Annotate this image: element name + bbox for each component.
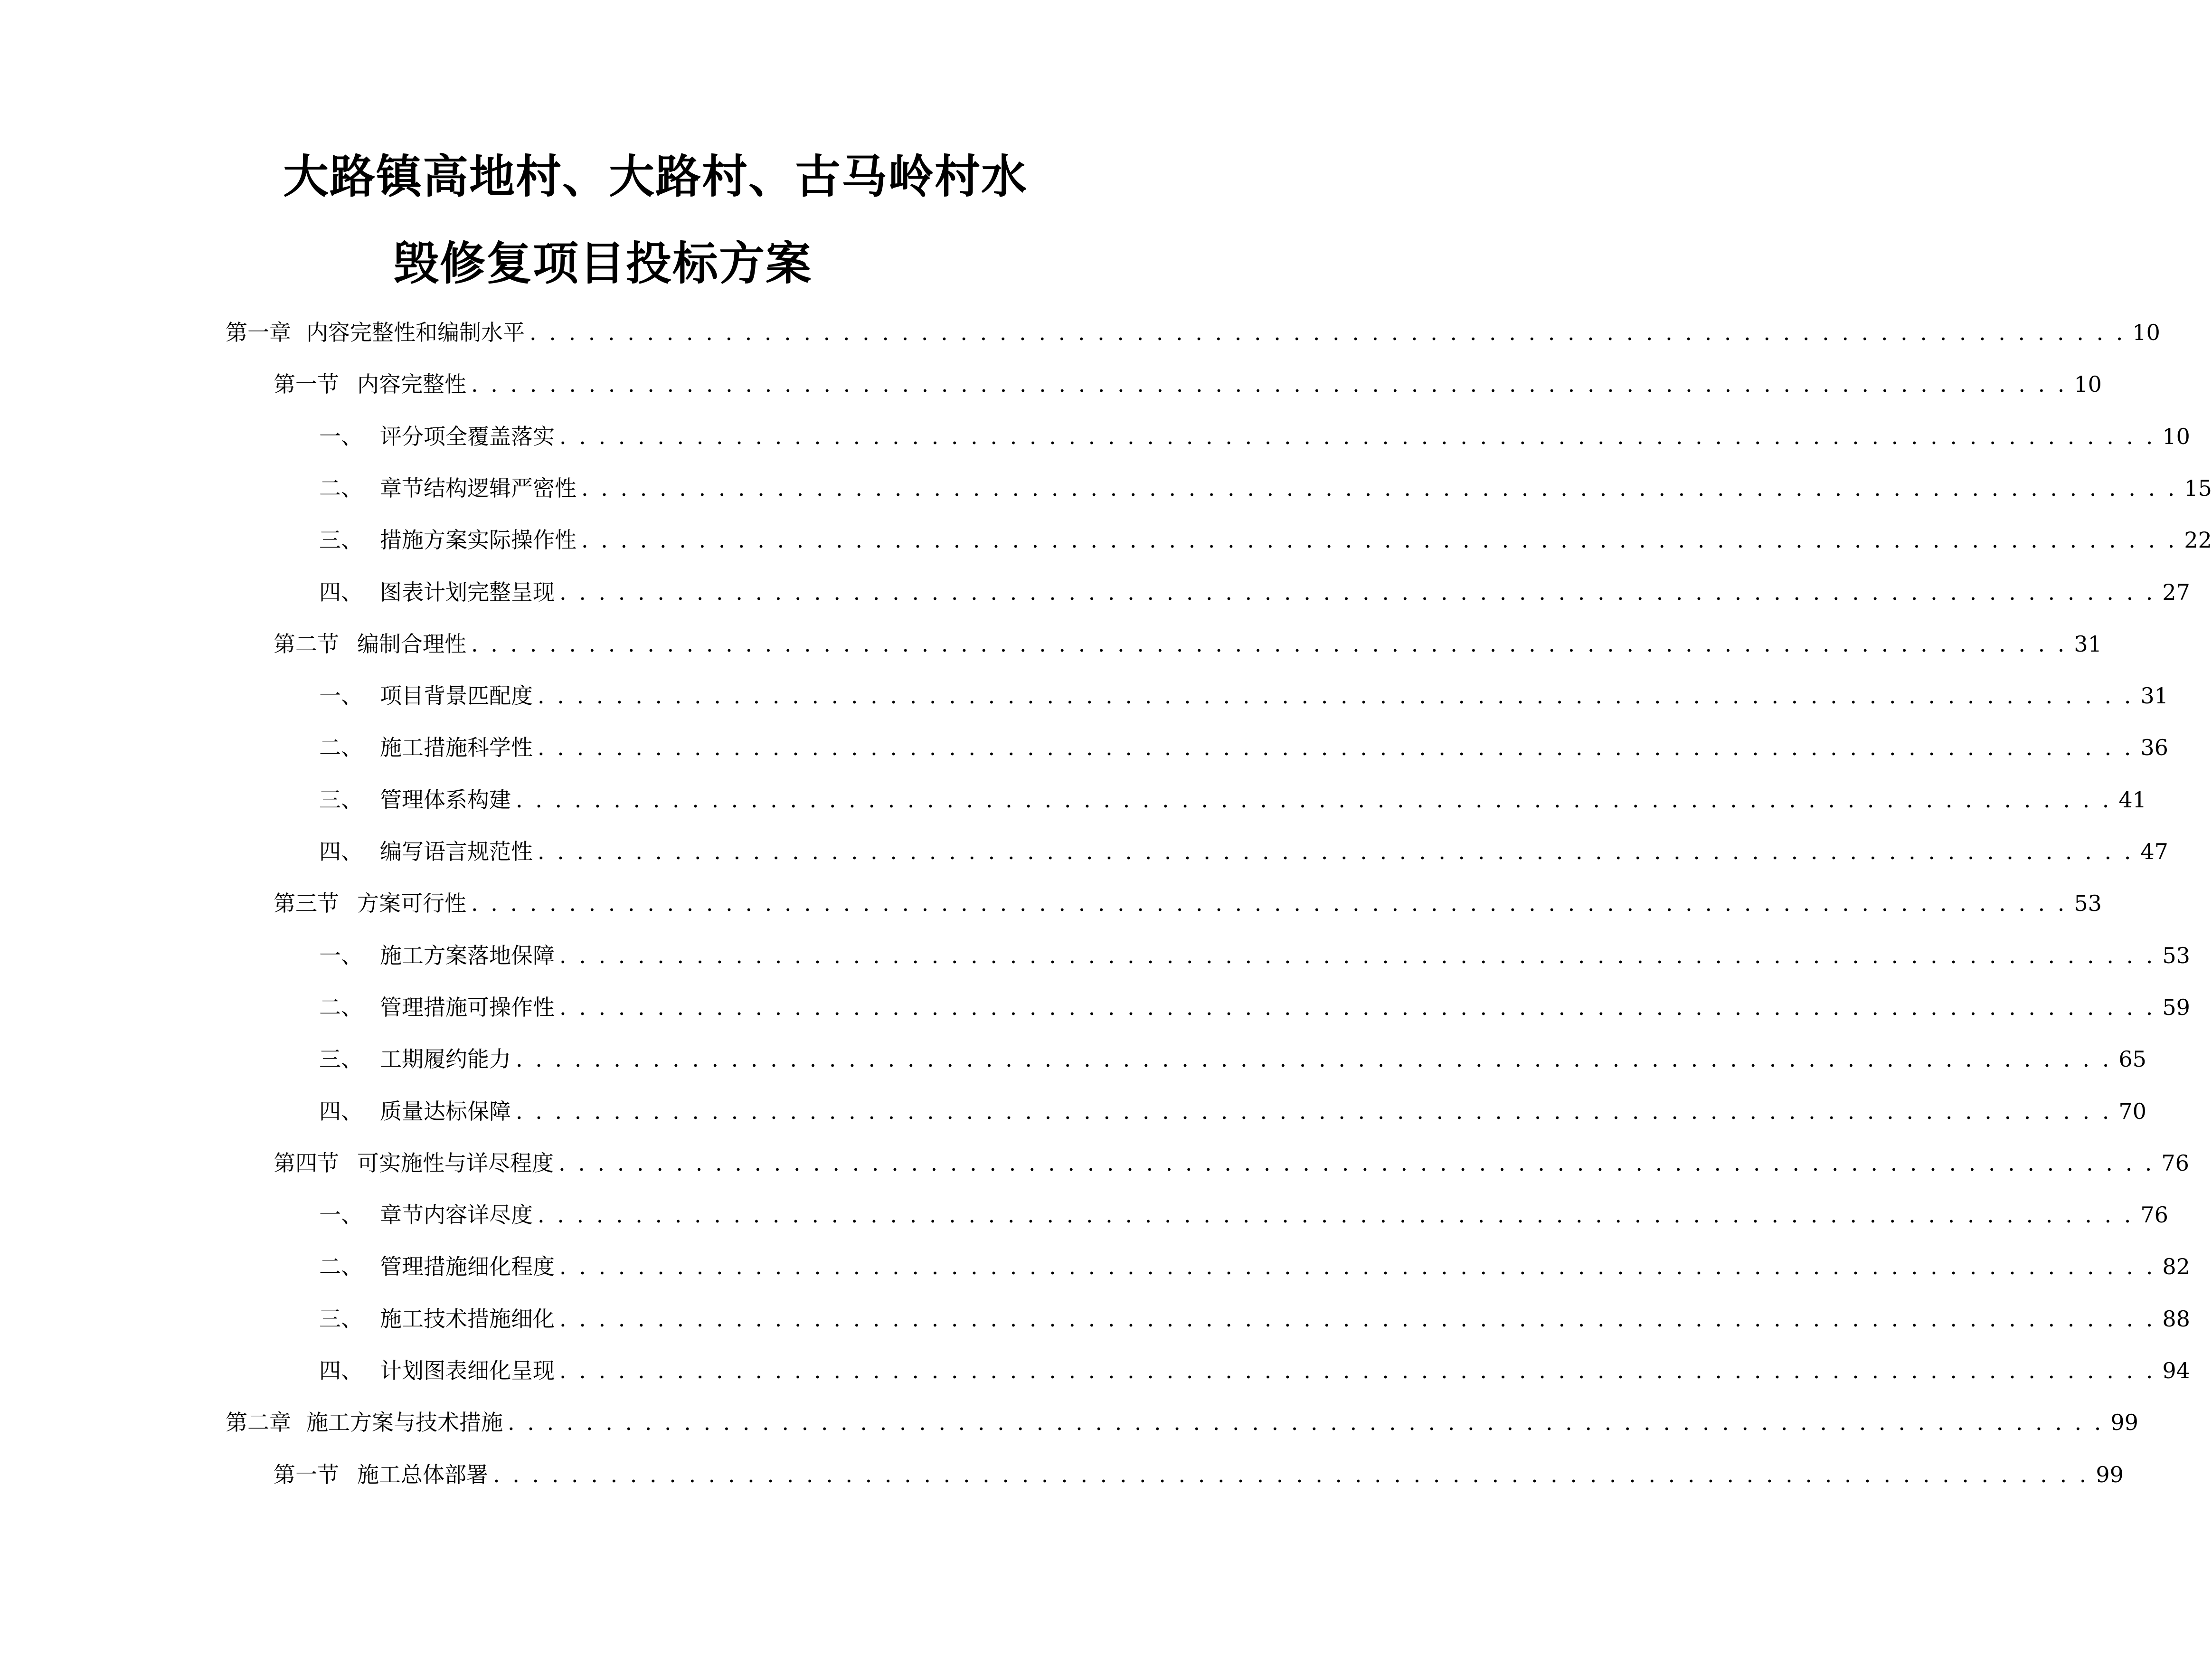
toc-entry-label: 方案可行性 bbox=[357, 890, 466, 916]
toc-dot-leader: . . . . . . . . . . . . . . . . . . . . . . . . . . . . . . . . . . . . . . . . . . . . . . . . . . . . . . . . . . . . . . . . . . . . . . . . . . . . . . . . . . bbox=[538, 683, 2134, 709]
toc-entry[interactable] bbox=[319, 573, 2190, 611]
toc-dot-leader: . . . . . . . . . . . . . . . . . . . . . . . . . . . . . . . . . . . . . . . . . . . . . . . . . . . . . . . . . . . . . . . . . . . . . . . . . . . . . . . . . . bbox=[559, 994, 2156, 1020]
toc-dot-leader: . . . . . . . . . . . . . . . . . . . . . . . . . . . . . . . . . . . . . . . . . . . . . . . . . . . . . . . . . . . . . . . . . . . . . . . . . . . . . . . . . . bbox=[538, 735, 2134, 760]
toc-entry-number: 四、 bbox=[319, 839, 363, 864]
toc-entry-number: 三、 bbox=[319, 527, 363, 553]
toc-entry-label: 内容完整性 bbox=[357, 371, 466, 397]
toc-dot-leader: . . . . . . . . . . . . . . . . . . . . . . . . . . . . . . . . . . . . . . . . . . . . . . . . . . . . . . . . . . . . . . . . . . . . . . . . . . . . . . . . . . bbox=[471, 631, 2068, 657]
toc-entry-number: 一、 bbox=[319, 683, 363, 709]
toc-dot-leader: . . . . . . . . . . . . . . . . . . . . . . . . . . . . . . . . . . . . . . . . . . . . . . . . . . . . . . . . . . . . . . . . . . . . . . . . . . . . . . . . . . bbox=[516, 1098, 2112, 1124]
toc-entry-page-number: 82 bbox=[2162, 1254, 2190, 1279]
toc-entry-number: 二、 bbox=[319, 475, 363, 501]
toc-entry[interactable] bbox=[319, 937, 2190, 975]
toc-entry[interactable] bbox=[319, 677, 2168, 715]
toc-dot-leader: . . . . . . . . . . . . . . . . . . . . . . . . . . . . . . . . . . . . . . . . . . . . . . . . . . . . . . . . . . . . . . . . . . . . . . . . . . . . . . . . . . bbox=[559, 579, 2156, 605]
toc-entry-page-number: 53 bbox=[2074, 890, 2102, 916]
toc-entry[interactable] bbox=[319, 1196, 2168, 1234]
toc-entry-label: 图表计划完整呈现 bbox=[380, 579, 555, 605]
toc-entry-number: 第四节 bbox=[274, 1150, 339, 1176]
toc-entry-page-number: 53 bbox=[2162, 943, 2190, 968]
toc-entry-page-number: 94 bbox=[2162, 1358, 2190, 1383]
toc-entry-page-number: 99 bbox=[2110, 1410, 2138, 1435]
toc-entry-label: 评分项全覆盖落实 bbox=[380, 424, 555, 449]
toc-dot-leader: . . . . . . . . . . . . . . . . . . . . . . . . . . . . . . . . . . . . . . . . . . . . . . . . . . . . . . . . . . . . . . . . . . . . . . . . . . . . . . . . . . bbox=[508, 1410, 2104, 1435]
toc-entry-page-number: 88 bbox=[2162, 1306, 2190, 1332]
toc-entry[interactable] bbox=[319, 1040, 2146, 1078]
toc-entry[interactable] bbox=[274, 1144, 2189, 1182]
toc-entry-label: 可实施性与详尽程度 bbox=[357, 1150, 554, 1176]
toc-entry-number: 四、 bbox=[319, 579, 363, 605]
toc-entry-label: 管理措施细化程度 bbox=[380, 1254, 555, 1279]
toc-entry-page-number: 15 bbox=[2184, 475, 2212, 501]
toc-dot-leader: . . . . . . . . . . . . . . . . . . . . . . . . . . . . . . . . . . . . . . . . . . . . . . . . . . . . . . . . . . . . . . . . . . . . . . . . . . . . . . . . . . bbox=[538, 1202, 2134, 1228]
toc-entry[interactable] bbox=[319, 469, 2212, 507]
toc-entry-label: 施工方案与技术措施 bbox=[306, 1410, 503, 1435]
toc-entry[interactable] bbox=[319, 988, 2190, 1026]
toc-entry-label: 内容完整性和编制水平 bbox=[306, 320, 525, 345]
toc-dot-leader: . . . . . . . . . . . . . . . . . . . . . . . . . . . . . . . . . . . . . . . . . . . . . . . . . . . . . . . . . . . . . . . . . . . . . . . . . . . . . . . . . . bbox=[529, 320, 2126, 345]
toc-dot-leader: . . . . . . . . . . . . . . . . . . . . . . . . . . . . . . . . . . . . . . . . . . . . . . . . . . . . . . . . . . . . . . . . . . . . . . . . . . . . . . . . . . bbox=[559, 943, 2156, 968]
toc-entry[interactable] bbox=[319, 1248, 2190, 1286]
toc-entry[interactable] bbox=[319, 417, 2190, 455]
toc-entry[interactable] bbox=[319, 1352, 2190, 1390]
toc-entry-label: 措施方案实际操作性 bbox=[380, 527, 577, 553]
toc-entry-number: 一、 bbox=[319, 1202, 363, 1228]
toc-entry-number: 第二章 bbox=[226, 1410, 291, 1435]
toc-entry-label: 章节结构逻辑严密性 bbox=[380, 475, 577, 501]
toc-dot-leader: . . . . . . . . . . . . . . . . . . . . . . . . . . . . . . . . . . . . . . . . . . . . . . . . . . . . . . . . . . . . . . . . . . . . . . . . . . . . . . . . . . bbox=[516, 1046, 2112, 1072]
toc-entry[interactable] bbox=[319, 1300, 2190, 1338]
toc-entry[interactable] bbox=[319, 833, 2168, 871]
toc-entry[interactable] bbox=[319, 781, 2146, 819]
toc-entry-label: 工期履约能力 bbox=[380, 1046, 511, 1072]
toc-entry-page-number: 10 bbox=[2074, 371, 2102, 397]
toc-dot-leader: . . . . . . . . . . . . . . . . . . . . . . . . . . . . . . . . . . . . . . . . . . . . . . . . . . . . . . . . . . . . . . . . . . . . . . . . . . . . . . . . . . bbox=[516, 787, 2112, 813]
toc-entry-number: 四、 bbox=[319, 1358, 363, 1383]
toc-entry-page-number: 76 bbox=[2140, 1202, 2168, 1228]
toc-entry-page-number: 10 bbox=[2162, 424, 2190, 449]
toc-entry-label: 质量达标保障 bbox=[380, 1098, 511, 1124]
toc-entry-page-number: 47 bbox=[2140, 839, 2168, 864]
toc-entry-number: 四、 bbox=[319, 1098, 363, 1124]
toc-dot-leader: . . . . . . . . . . . . . . . . . . . . . . . . . . . . . . . . . . . . . . . . . . . . . . . . . . . . . . . . . . . . . . . . . . . . . . . . . . . . . . . . . . bbox=[471, 371, 2068, 397]
toc-entry[interactable] bbox=[274, 625, 2102, 663]
toc-dot-leader: . . . . . . . . . . . . . . . . . . . . . . . . . . . . . . . . . . . . . . . . . . . . . . . . . . . . . . . . . . . . . . . . . . . . . . . . . . . . . . . . . . bbox=[558, 1150, 2155, 1176]
toc-entry-number: 第一节 bbox=[274, 371, 339, 397]
toc-entry-number: 第二节 bbox=[274, 631, 339, 657]
toc-entry-page-number: 41 bbox=[2118, 787, 2146, 813]
toc-entry-page-number: 36 bbox=[2140, 735, 2168, 760]
toc-dot-leader: . . . . . . . . . . . . . . . . . . . . . . . . . . . . . . . . . . . . . . . . . . . . . . . . . . . . . . . . . . . . . . . . . . . . . . . . . . . . . . . . . . bbox=[559, 1358, 2156, 1383]
toc-entry-label: 施工技术措施细化 bbox=[380, 1306, 555, 1332]
toc-entry-number: 第三节 bbox=[274, 890, 339, 916]
toc-dot-leader: . . . . . . . . . . . . . . . . . . . . . . . . . . . . . . . . . . . . . . . . . . . . . . . . . . . . . . . . . . . . . . . . . . . . . . . . . . . . . . . . . . bbox=[471, 890, 2068, 916]
toc-entry-page-number: 59 bbox=[2162, 994, 2190, 1020]
toc-entry-number: 一、 bbox=[319, 943, 363, 968]
toc-dot-leader: . . . . . . . . . . . . . . . . . . . . . . . . . . . . . . . . . . . . . . . . . . . . . . . . . . . . . . . . . . . . . . . . . . . . . . . . . . . . . . . . . . bbox=[559, 1254, 2156, 1279]
toc-entry[interactable] bbox=[226, 1403, 2138, 1441]
toc-entry[interactable] bbox=[274, 884, 2102, 922]
toc-entry-label: 施工总体部署 bbox=[357, 1462, 488, 1487]
toc-dot-leader: . . . . . . . . . . . . . . . . . . . . . . . . . . . . . . . . . . . . . . . . . . . . . . . . . . . . . . . . . . . . . . . . . . . . . . . . . . . . . . . . . . bbox=[581, 527, 2178, 553]
toc-entry-page-number: 76 bbox=[2161, 1150, 2189, 1176]
toc-entry[interactable] bbox=[274, 1456, 2124, 1494]
toc-entry-number: 三、 bbox=[319, 787, 363, 813]
toc-dot-leader: . . . . . . . . . . . . . . . . . . . . . . . . . . . . . . . . . . . . . . . . . . . . . . . . . . . . . . . . . . . . . . . . . . . . . . . . . . . . . . . . . . bbox=[538, 839, 2134, 864]
toc-entry-page-number: 31 bbox=[2074, 631, 2102, 657]
toc-entry[interactable] bbox=[274, 365, 2102, 403]
document-title-line-2: 毁修复项目投标方案 bbox=[393, 237, 812, 290]
toc-entry-label: 章节内容详尽度 bbox=[380, 1202, 533, 1228]
toc-entry-number: 一、 bbox=[319, 424, 363, 449]
toc-entry-label: 计划图表细化呈现 bbox=[380, 1358, 555, 1383]
toc-dot-leader: . . . . . . . . . . . . . . . . . . . . . . . . . . . . . . . . . . . . . . . . . . . . . . . . . . . . . . . . . . . . . . . . . . . . . . . . . . . . . . . . . . bbox=[559, 424, 2156, 449]
toc-entry[interactable] bbox=[319, 521, 2212, 559]
toc-entry-number: 第一节 bbox=[274, 1462, 339, 1487]
toc-entry-number: 二、 bbox=[319, 735, 363, 760]
toc-entry-label: 编制合理性 bbox=[357, 631, 466, 657]
toc-entry-label: 施工方案落地保障 bbox=[380, 943, 555, 968]
toc-entry-label: 管理体系构建 bbox=[380, 787, 511, 813]
toc-entry[interactable] bbox=[226, 313, 2160, 351]
toc-entry-page-number: 99 bbox=[2096, 1462, 2124, 1487]
toc-entry-label: 项目背景匹配度 bbox=[380, 683, 533, 709]
toc-entry-page-number: 31 bbox=[2140, 683, 2168, 709]
toc-entry[interactable] bbox=[319, 1092, 2146, 1130]
toc-entry-page-number: 65 bbox=[2118, 1046, 2146, 1072]
toc-entry-number: 三、 bbox=[319, 1046, 363, 1072]
toc-dot-leader: . . . . . . . . . . . . . . . . . . . . . . . . . . . . . . . . . . . . . . . . . . . . . . . . . . . . . . . . . . . . . . . . . . . . . . . . . . . . . . . . . . bbox=[493, 1462, 2089, 1487]
toc-entry-number: 第一章 bbox=[226, 320, 291, 345]
toc-entry-label: 施工措施科学性 bbox=[380, 735, 533, 760]
toc-entry-page-number: 70 bbox=[2118, 1098, 2146, 1124]
toc-entry-number: 二、 bbox=[319, 994, 363, 1020]
toc-entry-label: 管理措施可操作性 bbox=[380, 994, 555, 1020]
toc-entry[interactable] bbox=[319, 729, 2168, 767]
toc-entry-number: 三、 bbox=[319, 1306, 363, 1332]
toc-entry-page-number: 27 bbox=[2162, 579, 2190, 605]
toc-entry-label: 编写语言规范性 bbox=[380, 839, 533, 864]
toc-entry-number: 二、 bbox=[319, 1254, 363, 1279]
toc-entry-page-number: 10 bbox=[2132, 320, 2160, 345]
toc-dot-leader: . . . . . . . . . . . . . . . . . . . . . . . . . . . . . . . . . . . . . . . . . . . . . . . . . . . . . . . . . . . . . . . . . . . . . . . . . . . . . . . . . . bbox=[581, 475, 2178, 501]
document-title-line-1: 大路镇高地村、大路村、古马岭村水 bbox=[283, 150, 1028, 203]
toc-entry-page-number: 22 bbox=[2184, 527, 2212, 553]
toc-dot-leader: . . . . . . . . . . . . . . . . . . . . . . . . . . . . . . . . . . . . . . . . . . . . . . . . . . . . . . . . . . . . . . . . . . . . . . . . . . . . . . . . . . bbox=[559, 1306, 2156, 1332]
